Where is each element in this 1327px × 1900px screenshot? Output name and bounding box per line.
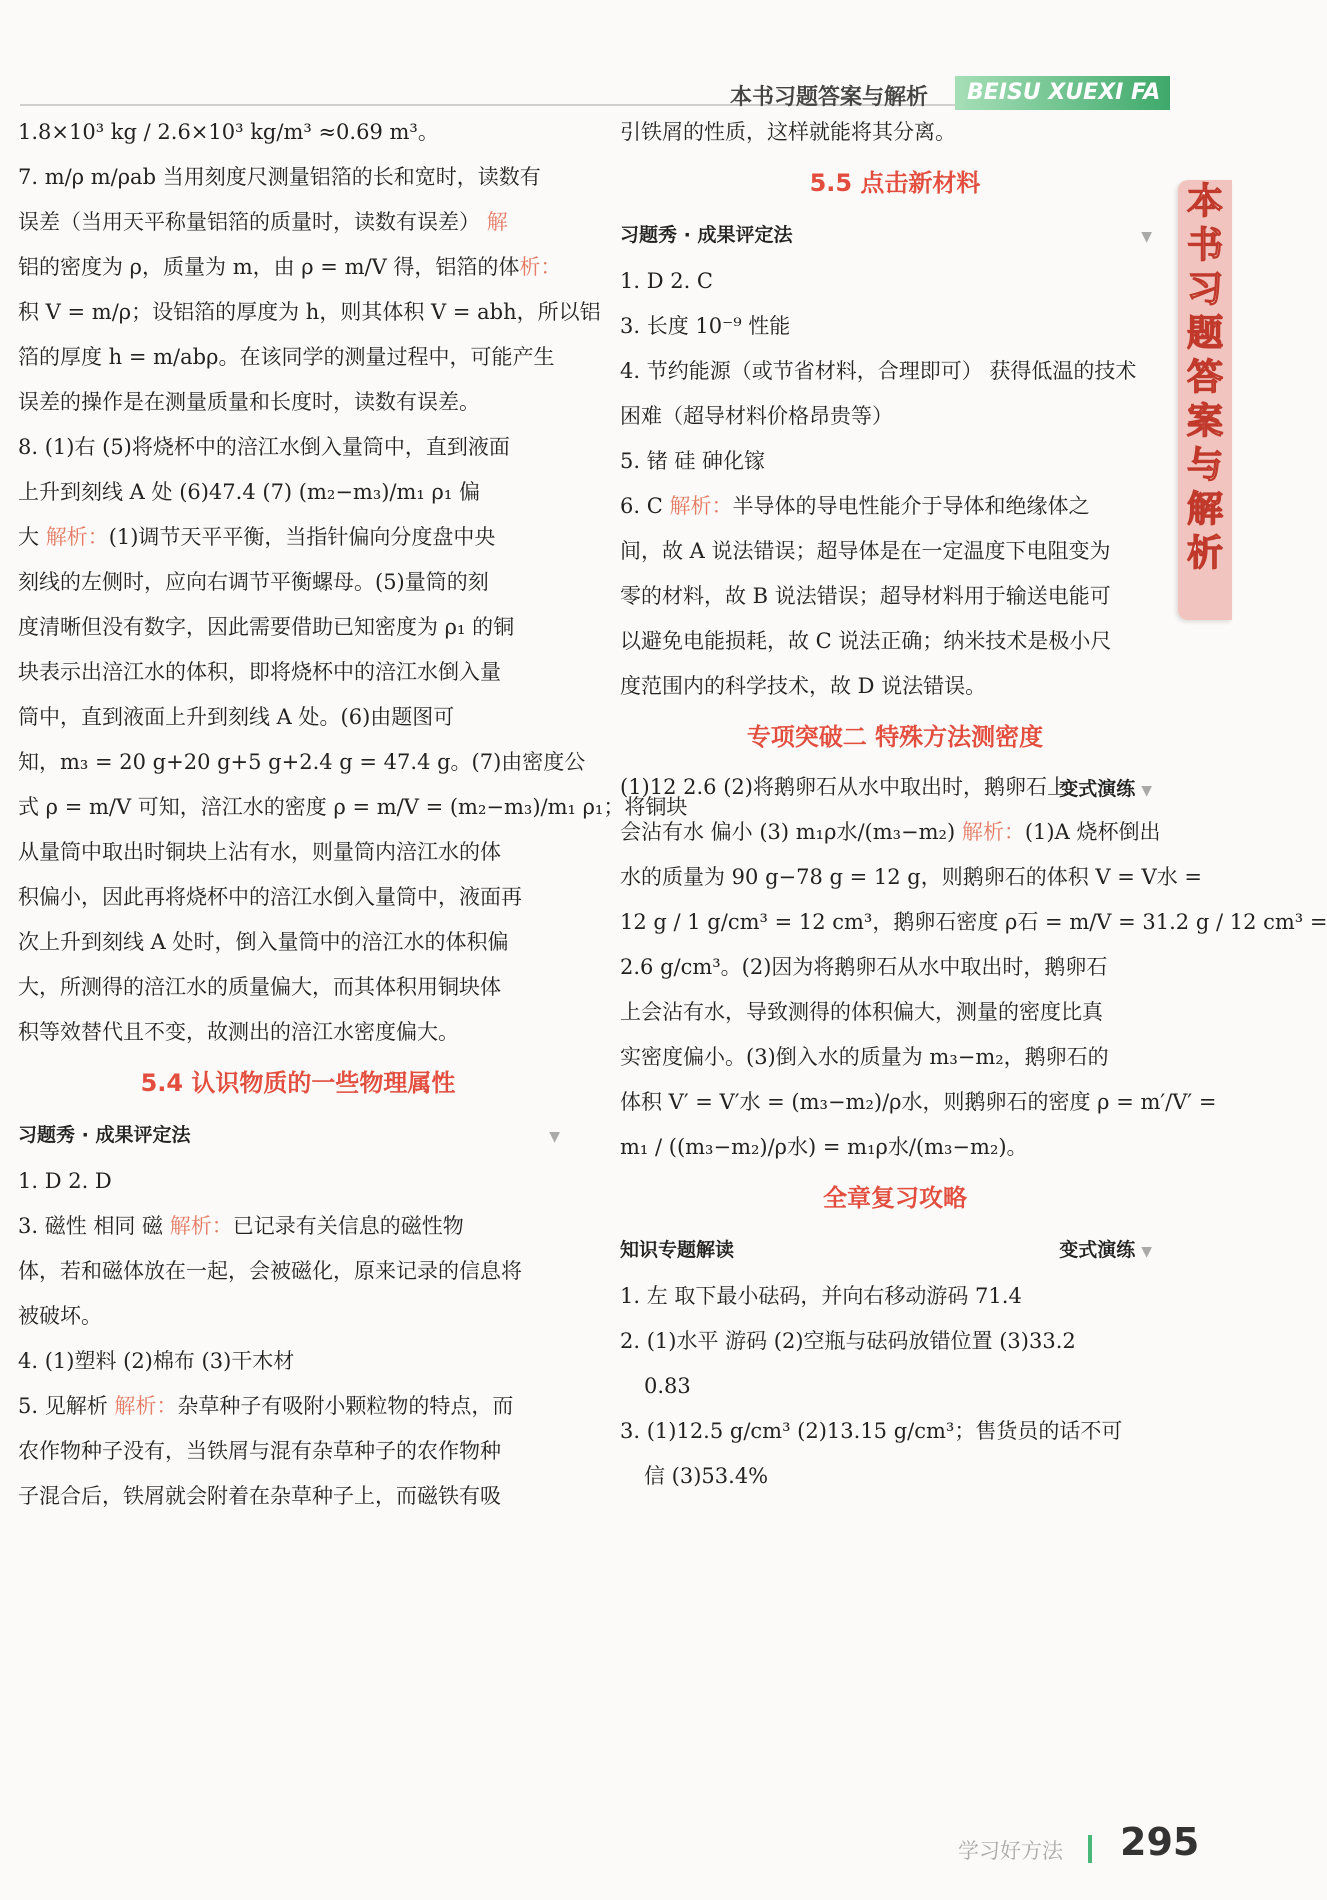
answer-line bbox=[620, 1454, 1170, 1499]
answer-line bbox=[18, 425, 578, 470]
subsection-heading bbox=[18, 1111, 578, 1159]
line-text: m₁ / ((m₃−m₂)/ρ水) = m₁ρ水/(m₃−m₂)。 bbox=[620, 1135, 1028, 1159]
line-text: 大 bbox=[18, 525, 46, 549]
line-text: 度范围内的科学技术，故 D 说法错误。 bbox=[620, 674, 987, 698]
line-text: 上会沾有水，导致测得的体积偏大，测量的密度比真 bbox=[620, 1000, 1103, 1024]
header-brand: BEISU XUEXI FA bbox=[955, 76, 1170, 110]
line-text: 半导体的导电性能介于导体和绝缘体之 bbox=[732, 494, 1090, 518]
line-text: 7. m/ρ m/ρab 当用刻度尺测量铝箔的长和宽时，读数有 bbox=[18, 165, 541, 189]
line-text: 2.6 g/cm³。(2)因为将鹅卵石从水中取出时，鹅卵石 bbox=[620, 955, 1108, 979]
line-text: 刻线的左侧时，应向右调节平衡螺母。(5)量筒的刻 bbox=[18, 570, 489, 594]
line-text: 积等效替代且不变，故测出的涪江水密度偏大。 bbox=[18, 1020, 459, 1044]
answer-line bbox=[620, 945, 1170, 990]
line-text: 3. 磁性 相同 磁 bbox=[18, 1214, 170, 1238]
line-text: 4. 节约能源（或节省材料，合理即可） 获得低温的技术 bbox=[620, 359, 1137, 383]
side-tab-char: 本 bbox=[1186, 181, 1223, 222]
answer-line bbox=[620, 1319, 1170, 1364]
answer-line bbox=[18, 1339, 578, 1384]
line-text: 次上升到刻线 A 处时，倒入量筒中的涪江水的体积偏 bbox=[18, 930, 509, 954]
line-text: 零的材料，故 B 说法错误；超导材料用于输送电能可 bbox=[620, 584, 1111, 608]
line-text: 1.8×10³ kg / 2.6×10³ kg/m³ ≈0.69 m³。 bbox=[18, 120, 439, 144]
line-text: 误差（当用天平称量铝箔的质量时，读数有误差） bbox=[18, 210, 487, 234]
line-text: 积偏小，因此再将烧杯中的涪江水倒入量筒中，液面再 bbox=[18, 885, 522, 909]
analysis-tag: 解析： bbox=[45, 525, 109, 549]
line-text: 水的质量为 90 g−78 g = 12 g，则鹅卵石的体积 V = V水 = bbox=[620, 865, 1202, 889]
side-tab bbox=[1178, 180, 1232, 620]
subsection-right bbox=[1135, 211, 1152, 261]
answer-line bbox=[620, 110, 1170, 155]
answer-line bbox=[18, 740, 586, 785]
answer-line bbox=[18, 290, 601, 335]
side-tab-char: 案 bbox=[1186, 401, 1223, 442]
chevron-down-icon: ▼ bbox=[549, 1129, 560, 1145]
subsection-heading bbox=[620, 1226, 1170, 1274]
chevron-down-icon: ▼ bbox=[1141, 229, 1152, 245]
answer-line bbox=[620, 1080, 1217, 1125]
answer-line bbox=[18, 920, 578, 965]
line-text: (1)调节天平平衡，当指针偏向分度盘中央 bbox=[108, 525, 496, 549]
line-text: 被破坏。 bbox=[18, 1304, 102, 1328]
answer-line bbox=[620, 1274, 1170, 1319]
line-text: 2. (1)水平 游码 (2)空瓶与砝码放错位置 (3)33.2 bbox=[620, 1329, 1076, 1353]
line-text: 5. 锗 硅 砷化镓 bbox=[620, 449, 766, 473]
answer-line bbox=[18, 1159, 578, 1204]
subsection-right bbox=[543, 1111, 560, 1161]
line-text: 从量筒中取出时铜块上沾有水，则量筒内涪江水的体 bbox=[18, 840, 501, 864]
line-text: 已记录有关信息的磁性物 bbox=[232, 1214, 464, 1238]
answer-line bbox=[18, 1474, 578, 1519]
answer-line bbox=[620, 259, 1170, 304]
subsection-right-label: 变式演练 bbox=[1059, 1239, 1136, 1261]
line-text: 引铁屑的性质，这样就能将其分离。 bbox=[620, 120, 956, 144]
footer-divider bbox=[1088, 1835, 1092, 1863]
answer-line bbox=[620, 990, 1170, 1035]
answer-line bbox=[620, 484, 1170, 529]
subsection-title: 习题秀 · 成果评定法 bbox=[620, 224, 793, 246]
line-text: 3. 长度 10⁻⁹ 性能 bbox=[620, 314, 791, 338]
answer-line bbox=[18, 1294, 578, 1339]
subsection-title: 知识专题解读 bbox=[620, 1239, 735, 1261]
analysis-tag: 解析： bbox=[114, 1394, 178, 1418]
answer-line bbox=[18, 830, 578, 875]
side-tab-char: 答 bbox=[1186, 357, 1223, 398]
section-heading: 5.4 认识物质的一些物理属性 bbox=[140, 1069, 456, 1097]
answer-line bbox=[18, 785, 688, 830]
subsection-heading bbox=[620, 211, 1170, 259]
analysis-tag: 解析： bbox=[961, 820, 1025, 844]
line-text: 5. 见解析 bbox=[18, 1394, 115, 1418]
answer-line bbox=[18, 335, 578, 380]
line-text: 困难（超导材料价格昂贵等） bbox=[620, 404, 893, 428]
line-text: 铝的密度为 ρ，质量为 m，由 ρ = m/V 得，铝箔的体 bbox=[18, 255, 520, 279]
answer-line bbox=[620, 619, 1170, 664]
page-number: 295 bbox=[1120, 1820, 1200, 1864]
line-text: 会沾有水 偏小 (3) m₁ρ水/(m₃−m₂) bbox=[620, 820, 962, 844]
line-text: 筒中，直到液面上升到刻线 A 处。(6)由题图可 bbox=[18, 705, 455, 729]
line-text: (1)A 烧杯倒出 bbox=[1024, 820, 1161, 844]
side-tab-char: 解 bbox=[1186, 489, 1223, 530]
answer-line bbox=[18, 1384, 578, 1429]
answer-line bbox=[18, 1010, 578, 1055]
answer-line bbox=[620, 304, 1170, 349]
answer-line bbox=[18, 695, 578, 740]
section-heading: 全章复习攻略 bbox=[823, 1184, 967, 1212]
subsection-title: 习题秀 · 成果评定法 bbox=[18, 1124, 191, 1146]
analysis-tag: 析： bbox=[519, 255, 562, 279]
answer-line bbox=[18, 1429, 578, 1474]
line-text: 知，m₃ = 20 g+20 g+5 g+2.4 g = 47.4 g。(7)由密度公 bbox=[18, 750, 586, 774]
chevron-down-icon: ▼ bbox=[1141, 1244, 1152, 1260]
answer-line bbox=[620, 1409, 1170, 1454]
line-text: 杂草种子有吸附小颗粒物的特点，而 bbox=[177, 1394, 514, 1418]
line-text: 体积 V′ = V′水 = (m₃−m₂)/ρ水，则鹅卵石的密度 ρ = m′/V′ = bbox=[620, 1090, 1217, 1114]
line-text: 实密度偏小。(3)倒入水的质量为 m₃−m₂，鹅卵石的 bbox=[620, 1045, 1109, 1069]
answer-line bbox=[620, 900, 1327, 945]
footer-slogan: 学习好方法 bbox=[958, 1839, 1063, 1863]
line-text: 8. (1)右 (5)将烧杯中的涪江水倒入量筒中，直到液面 bbox=[18, 435, 510, 459]
answer-line bbox=[18, 200, 578, 245]
answer-line bbox=[620, 439, 1170, 484]
answer-line bbox=[620, 1035, 1170, 1080]
answer-line bbox=[620, 855, 1202, 900]
answer-line bbox=[620, 529, 1170, 574]
line-text: 0.83 bbox=[644, 1374, 691, 1398]
line-text: 6. C bbox=[620, 494, 670, 518]
line-text: 子混合后，铁屑就会附着在杂草种子上，而磁铁有吸 bbox=[18, 1484, 501, 1508]
line-text: 度清晰但没有数字，因此需要借助已知密度为 ρ₁ 的铜 bbox=[18, 615, 515, 639]
line-text: 12 g / 1 g/cm³ = 12 cm³，鹅卵石密度 ρ石 = m/V = 31.2 g / 12 cm³ = bbox=[620, 910, 1327, 934]
answer-line bbox=[18, 380, 578, 425]
line-text: 农作物种子没有，当铁屑与混有杂草种子的农作物种 bbox=[18, 1439, 501, 1463]
answer-line bbox=[18, 110, 578, 155]
line-text: 1. 左 取下最小砝码，并向右移动游码 71.4 bbox=[620, 1284, 1022, 1308]
answer-line bbox=[18, 245, 578, 290]
answer-line bbox=[18, 155, 578, 200]
line-text: 信 (3)53.4% bbox=[644, 1464, 769, 1488]
line-text: 1. D 2. C bbox=[620, 269, 714, 293]
side-tab-char: 析 bbox=[1186, 533, 1223, 574]
line-text: 4. (1)塑料 (2)棉布 (3)干木材 bbox=[18, 1349, 295, 1373]
answer-line bbox=[18, 875, 578, 920]
answer-line bbox=[620, 574, 1170, 619]
line-text: 箔的厚度 h = m/abρ。在该同学的测量过程中，可能产生 bbox=[18, 345, 555, 369]
answer-line bbox=[620, 810, 1170, 855]
line-text: 上升到刻线 A 处 (6)47.4 (7) (m₂−m₃)/m₁ ρ₁ 偏 bbox=[18, 480, 480, 504]
line-text: (1)12 2.6 (2)将鹅卵石从水中取出时，鹅卵石上 bbox=[620, 775, 1068, 799]
line-text: 1. D 2. D bbox=[18, 1169, 112, 1193]
line-text: 式 ρ = m/V 可知，涪江水的密度 ρ = m/V = (m₂−m₃)/m₁ ρ₁；将铜块 bbox=[18, 795, 688, 819]
line-text: 体，若和磁体放在一起，会被磁化，原来记录的信息将 bbox=[18, 1259, 522, 1283]
side-tab-char: 书 bbox=[1186, 225, 1223, 266]
answer-line bbox=[18, 1249, 578, 1294]
answer-line bbox=[18, 560, 578, 605]
subsection-right bbox=[1059, 1226, 1152, 1276]
section-heading: 专项突破二 特殊方法测密度 bbox=[746, 723, 1044, 751]
chevron-down-icon: ▼ bbox=[1141, 783, 1152, 799]
answer-line bbox=[620, 1125, 1170, 1170]
line-text: 积 V = m/ρ；设铝箔的厚度为 h，则其体积 V = abh，所以铝 bbox=[18, 300, 601, 324]
answer-line bbox=[620, 664, 1170, 709]
right-column bbox=[620, 110, 1327, 1499]
line-text: 块表示出涪江水的体积，即将烧杯中的涪江水倒入量 bbox=[18, 660, 501, 684]
line-text: 大，所测得的涪江水的质量偏大，而其体积用铜块体 bbox=[18, 975, 501, 999]
answer-line bbox=[18, 650, 578, 695]
analysis-tag: 解析： bbox=[169, 1214, 233, 1238]
analysis-tag: 解 bbox=[486, 210, 508, 234]
answer-line bbox=[620, 1364, 1170, 1409]
line-text: 以避免电能损耗，故 C 说法正确；纳米技术是极小尺 bbox=[620, 629, 1112, 653]
section-heading: 5.5 点击新材料 bbox=[809, 169, 981, 197]
subsection-right-label: 变式演练 bbox=[1059, 778, 1136, 800]
side-tab-char: 习 bbox=[1186, 269, 1223, 310]
line-text: 3. (1)12.5 g/cm³ (2)13.15 g/cm³；售货员的话不可 bbox=[620, 1419, 1123, 1443]
answer-line bbox=[620, 394, 1170, 439]
answer-line bbox=[18, 1204, 578, 1249]
answer-line bbox=[18, 965, 578, 1010]
answer-line bbox=[18, 605, 578, 650]
line-text: 误差的操作是在测量质量和长度时，读数有误差。 bbox=[18, 390, 480, 414]
answer-line bbox=[18, 470, 578, 515]
subsection-right bbox=[1059, 765, 1152, 815]
answer-line bbox=[620, 349, 1170, 394]
line-text: 间，故 A 说法错误；超导体是在一定温度下电阻变为 bbox=[620, 539, 1111, 563]
side-tab-char: 与 bbox=[1186, 445, 1223, 486]
answer-line bbox=[18, 515, 578, 560]
analysis-tag: 解析： bbox=[669, 494, 733, 518]
header-title: 本书习题答案与解析 bbox=[730, 85, 929, 110]
side-tab-char: 题 bbox=[1186, 313, 1223, 354]
